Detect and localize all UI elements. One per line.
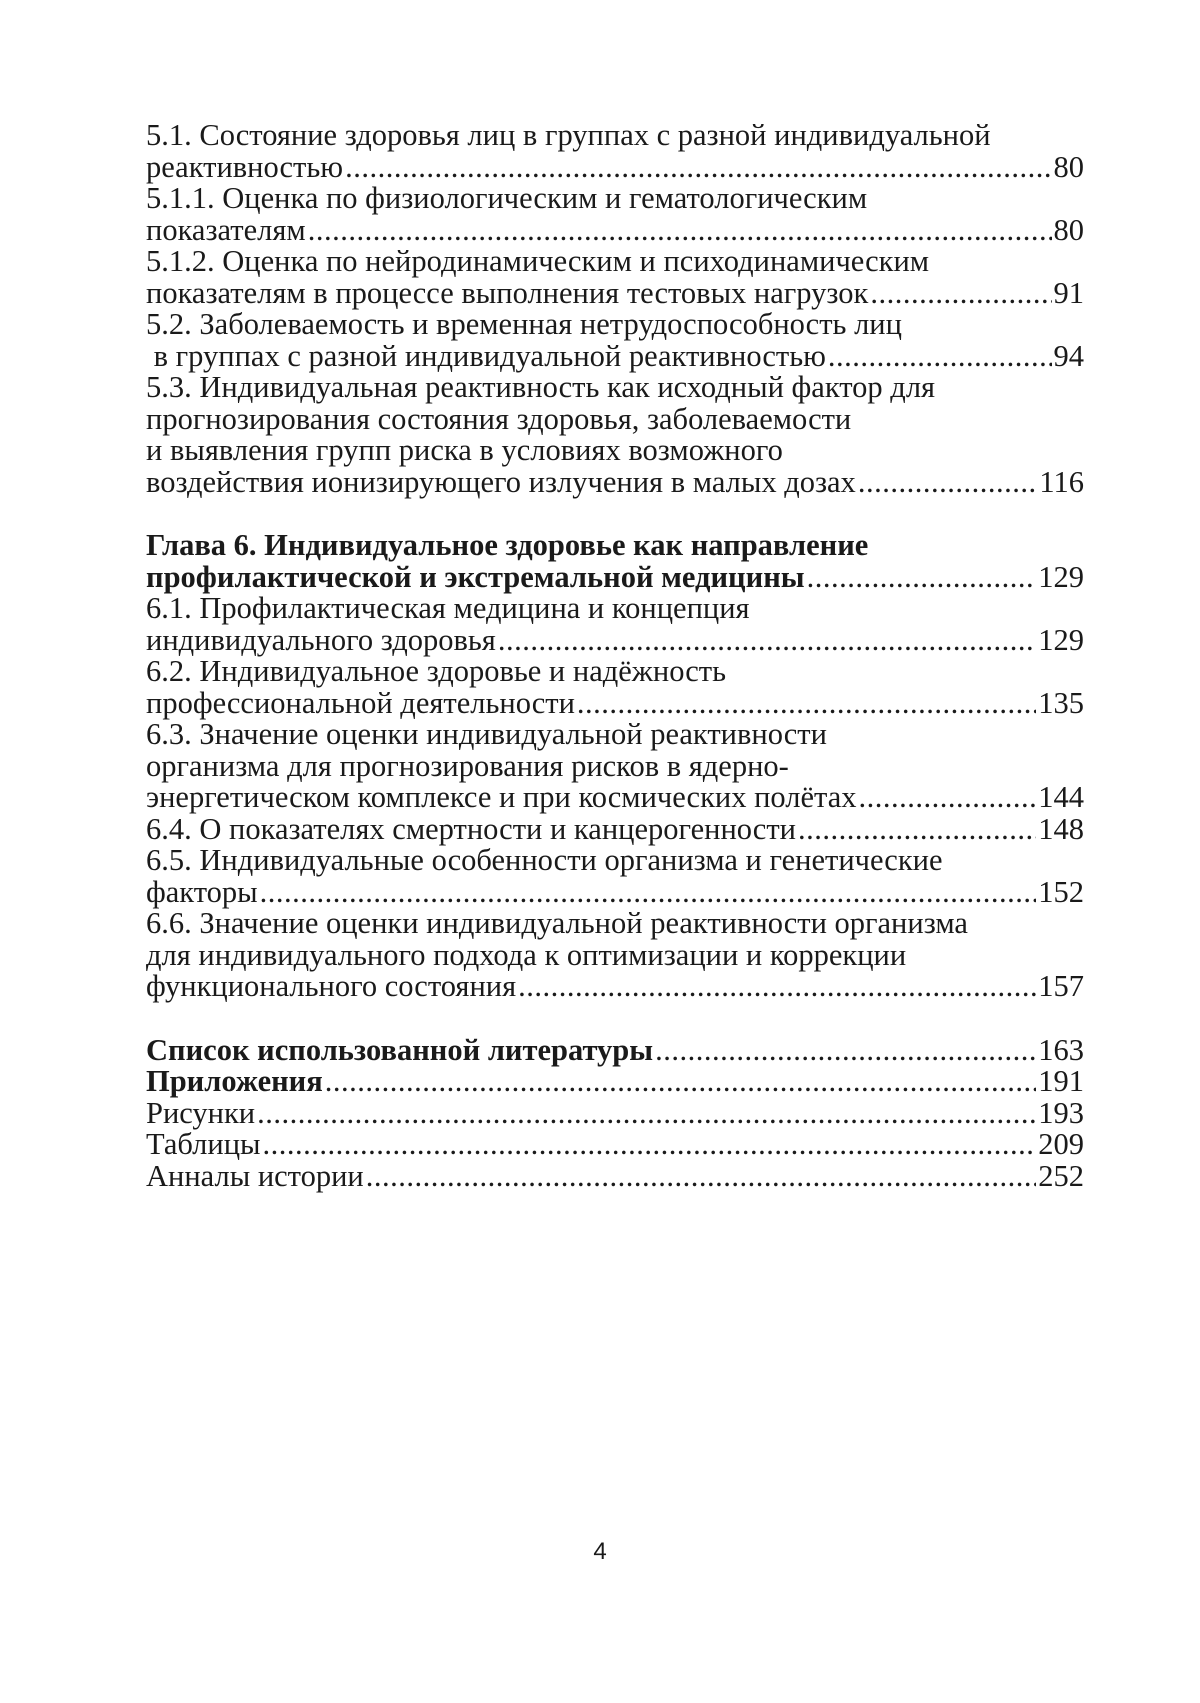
page-number: 4	[593, 1538, 607, 1565]
toc-page-number: 80	[1053, 212, 1084, 247]
toc-entry-title-line: 6.2. Индивидуальное здоровье и надёжность	[146, 654, 726, 688]
toc-entry-leader-line	[146, 1129, 1084, 1161]
toc-page-number: 148	[1038, 811, 1084, 846]
toc-entry-title-end: Приложения	[146, 1064, 323, 1098]
dot-leader	[798, 814, 1036, 846]
toc-page-number: 191	[1038, 1064, 1084, 1098]
toc-entry	[146, 1158, 1084, 1193]
dot-leader	[263, 1129, 1037, 1161]
toc-entry-title-line: Глава 6. Индивидуальное здоровье как направление	[146, 528, 869, 562]
toc-entry-title-line: 6.5. Индивидуальные особенности организма и генетические	[146, 843, 943, 877]
toc-entry-title-end: показателям в процессе выполнения тестовых нагрузок	[146, 275, 869, 310]
toc-page-number: 163	[1038, 1032, 1084, 1067]
toc-entry	[146, 372, 1084, 498]
toc-entry-leader-line	[146, 622, 1084, 657]
dot-leader	[308, 215, 1052, 247]
dot-leader	[366, 1161, 1037, 1193]
dot-leader	[577, 688, 1036, 720]
toc-page-number: 144	[1038, 780, 1084, 814]
toc-page-number: 152	[1038, 874, 1084, 909]
toc-entry-leader-line	[146, 971, 1084, 1003]
toc-entry-leader-line	[146, 1066, 1084, 1098]
dot-leader	[325, 1066, 1036, 1098]
toc-entry-title-end: Список использованной литературы	[146, 1032, 654, 1067]
dot-leader	[655, 1035, 1036, 1067]
dot-leader	[859, 782, 1037, 814]
toc-entry-title-line: 5.2. Заболеваемость и временная нетрудоспособность лиц	[146, 307, 902, 341]
toc-entry-title-line: 6.3. Значение оценки индивидуальной реактивности	[146, 717, 827, 751]
toc-entry	[146, 309, 1084, 372]
toc-entry	[146, 656, 1084, 719]
toc-entry	[146, 246, 1084, 309]
toc-entry	[146, 1032, 1084, 1067]
toc-entry-leader-line	[146, 338, 1084, 373]
toc-entry-title-end: Рисунки	[146, 1095, 256, 1130]
table-of-contents	[146, 120, 1084, 1192]
toc-entry-leader-line	[146, 275, 1084, 310]
toc-page-number: 252	[1038, 1158, 1084, 1193]
toc-entry-title-end: индивидуального здоровья	[146, 622, 496, 657]
dot-leader	[498, 625, 1036, 657]
toc-entry-leader-line	[146, 685, 1084, 720]
toc-entry-leader-line	[146, 464, 1084, 499]
toc-entry-leader-line	[146, 1032, 1084, 1067]
toc-entry-title-end: Анналы истории	[146, 1158, 364, 1193]
toc-entry	[146, 1129, 1084, 1161]
toc-entry-title-end: Таблицы	[146, 1127, 261, 1161]
toc-entry-title-end: факторы	[146, 874, 258, 909]
toc-entry-title-line: прогнозирования состояния здоровья, заболеваемости	[146, 401, 852, 436]
toc-entry-leader-line	[146, 559, 1084, 594]
section-gap	[146, 1003, 1084, 1035]
toc-entry	[146, 811, 1084, 846]
toc-entry-title-end: профилактической и экстремальной медицины	[146, 559, 805, 594]
toc-entry	[146, 845, 1084, 908]
toc-entry	[146, 1066, 1084, 1098]
toc-entry-title-line: 6.6. Значение оценки индивидуальной реактивности организма	[146, 906, 968, 940]
toc-entry	[146, 593, 1084, 656]
toc-entry-leader-line	[146, 149, 1084, 184]
toc-entry-title-end: энергетическом комплексе и при космических полётах	[146, 780, 857, 814]
toc-entry	[146, 719, 1084, 814]
toc-entry	[146, 183, 1084, 246]
toc-page-number: 116	[1039, 464, 1084, 499]
toc-page-number: 193	[1038, 1095, 1084, 1130]
dot-leader	[858, 467, 1038, 499]
toc-entry-title-end: показателям	[146, 212, 306, 247]
toc-page-number: 135	[1038, 685, 1084, 720]
dot-leader	[518, 971, 1036, 1003]
toc-entry-title-line: 5.1.1. Оценка по физиологическим и гематологическим	[146, 181, 868, 215]
toc-entry-title-line: 6.1. Профилактическая медицина и концепция	[146, 591, 750, 625]
section-gap	[146, 498, 1084, 530]
toc-entry-title-line: 5.1. Состояние здоровья лиц в группах с разной индивидуальной	[146, 118, 991, 152]
dot-leader	[345, 152, 1051, 184]
dot-leader	[828, 341, 1052, 373]
toc-entry	[146, 1095, 1084, 1130]
toc-entry-leader-line	[146, 874, 1084, 909]
toc-page-number: 129	[1038, 622, 1084, 657]
toc-entry-leader-line	[146, 782, 1084, 814]
toc-entry	[146, 530, 1084, 593]
toc-page-number: 91	[1053, 275, 1084, 310]
toc-entry-title-end: реактивностью	[146, 149, 344, 184]
toc-entry-title-end: в группах с разной индивидуальной реактивностью	[146, 338, 826, 373]
toc-entry	[146, 120, 1084, 183]
toc-entry-title-end: функционального состояния	[146, 969, 517, 1003]
dot-leader	[807, 562, 1037, 594]
toc-page-number: 209	[1038, 1127, 1084, 1161]
toc-entry-leader-line	[146, 1095, 1084, 1130]
toc-page-number: 94	[1053, 338, 1084, 373]
toc-entry-leader-line	[146, 212, 1084, 247]
toc-entry-title-line: и выявления групп риска в условиях возможного	[146, 433, 783, 467]
toc-entry-title-line: 5.1.2. Оценка по нейродинамическим и психодинамическим	[146, 244, 930, 278]
toc-entry-title-end: воздействия ионизирующего излучения в малых дозах	[146, 464, 856, 499]
toc-entry	[146, 908, 1084, 1003]
dot-leader	[870, 278, 1051, 310]
toc-entry-title-end: профессиональной деятельности	[146, 685, 575, 720]
toc-entry-title-line: для индивидуального подхода к оптимизации и коррекции	[146, 937, 907, 972]
toc-entry-title-line: 5.3. Индивидуальная реактивность как исходный фактор для	[146, 370, 936, 404]
dot-leader	[260, 877, 1037, 909]
toc-entry-title-line: организма для прогнозирования рисков в ядерно-	[146, 748, 789, 783]
toc-page-number: 129	[1038, 559, 1084, 594]
toc-entry-title-end: 6.4. О показателях смертности и канцерогенности	[146, 811, 796, 846]
toc-entry-leader-line	[146, 811, 1084, 846]
dot-leader	[257, 1098, 1036, 1130]
toc-page-number: 80	[1053, 149, 1084, 184]
toc-entry-leader-line	[146, 1158, 1084, 1193]
toc-page-number: 157	[1038, 969, 1084, 1003]
